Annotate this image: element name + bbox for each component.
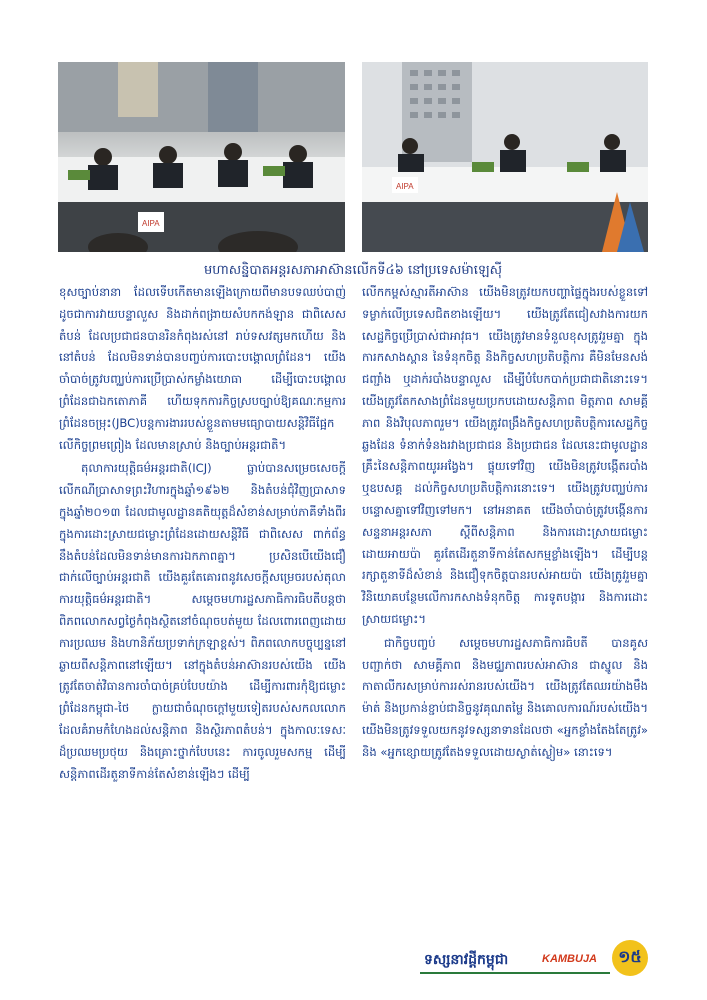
conference-photo-right: [362, 62, 648, 252]
photo-caption: មហាសន្និបាតអន្តរសភាអាស៊ានលើកទី៤៦ នៅប្រទេសម៉ាឡេស៊ី: [203, 263, 503, 278]
article-column-right: [362, 282, 648, 766]
paragraph: លើកកម្ពស់ស្មារតីអាស៊ាន យើងមិនត្រូវយកបញ្ហាផ្ទៃក្នុងរបស់ខ្លួនទៅទម្លាក់លើប្រទេសជិតខាងឡើយ។ យើងត្រូវតែជៀសវាងការយកសេដ្ឋកិច្ចប្រើប្រាស់ជាអាវុធ។ យើងត្រូវមានទំនួលខុសត្រូវរួមគ្នា ក្នុងការកសាងស្ពាន នៃទំនុកចិត្ត និងកិច្ចសហប្រតិបត្តិការ គឺមិនមែនសង់ជញ្ជាំង ឬដាក់របាំងបន្ទាលួស ដើម្បីបំបែកបាក់ប្រជាជាតិនោះទេ។ យើងត្រូវតែកសាងព្រំដែនមួយប្រកបដោយសន្តិភាព មិត្តភាព សាមគ្គីភាព និងវិបុលភាពរួម។ យើងត្រូវពង្រឹងកិច្ចសហប្រតិបត្តិការសេដ្ឋកិច្ចឆ្លងដែន ទំនាក់ទំនងរវាងប្រជាជន និងប្រជាជន ដែលនេះជាមូលដ្ឋានគ្រឹះនៃសន្តិភាពយូរអង្វែង។ ផ្ទុយទៅវិញ យើងមិនត្រូវបង្កើតរបាំង ឬឧបសគ្គ ដល់កិច្ចសហប្រតិបត្តិការនោះទេ។ យើងត្រូវបញ្ឈប់ការបន្ទោសគ្នាទៅវិញទៅមក។ នៅអនាគត យើងចាំបាច់ត្រូវបង្កើនការសន្ទនាអន្តរសភា ស្តីពីសន្តិភាព និងការដោះស្រាយជម្លោះ ដោយអាយប៉ា គួរតែដើរតួនាទីកាន់តែសកម្មខ្លាំងឡើង។ ដើម្បីបន្តរក្សាតួនាទីដ៏សំខាន់ និងជឿទុកចិត្តបានរបស់អាយប៉ា យើងត្រូវរួមគ្នាវិនិយោគបន្ថែមលើការកសាងទំនុកចិត្ត ការទូតបង្ការ និងការដោះស្រាយជម្លោះ។: [362, 285, 648, 626]
article-column-left: [59, 282, 346, 787]
page-number-badge: [612, 940, 648, 976]
conference-photo-left: [58, 62, 345, 252]
magazine-title: ទស្សនាវដ្តីកម្ពុជា: [424, 952, 509, 968]
sign-text-right: AIPA: [396, 182, 414, 191]
magazine-brand: KAMBUJA: [542, 953, 597, 965]
paragraph: ជាកិច្ចបញ្ចប់ សម្តេចមហារដ្ឋសភាធិការធិបតី បានគូសបញ្ជាក់ថា សាមគ្គីភាព និងមជ្ឈភាពរបស់អាស៊ាន ជាស្នូល និងកាតាលីករសម្រាប់ការរស់រានរបស់យើង។ យើងត្រូវតែឈរយ៉ាងមឹងម៉ាត់ និងប្រកាន់ខ្ជាប់ជានិច្ចនូវគុណតម្លៃ និងគោលការណ៍របស់យើង។ យើងមិនត្រូវទទួលយកនូវទស្សនាទានដែលថា «អ្នកខ្លាំងតែងតែត្រូវ» និង «អ្នកខ្សោយត្រូវតែងទទួលដោយស្ងាត់ស្ងៀម» នោះទេ។: [362, 635, 648, 759]
paragraph: តុលាការយុត្តិធម៌អន្តរជាតិ(ICJ) ធ្លាប់បានសម្រេចសេចក្តីលើកណីប្រាសាទព្រះវិហារក្នុងឆ្នាំ១៩៦២ និងតំបន់ជុំវិញប្រាសាទ ក្នុងឆ្នាំ២០១៣ ដែលជាមូលដ្ឋានគតិយុត្តដ៏សំខាន់សម្រាប់ភាគីទាំងពីរក្នុងការដោះស្រាយជម្លោះព្រំដែនដោយសន្តិវិធី ជាពិសេស ពាក់ព័ន្ធនឹងតំបន់ដែលមិនទាន់មានការឯកភាពគ្នា។ ប្រសិនបើយើងជឿជាក់លើច្បាប់អន្តរជាតិ យើងគួរតែគោរពនូវសេចក្តីសម្រេចរបស់តុលាការយុត្តិធម៌អន្តរជាតិ។ សម្តេចមហារដ្ឋសភាធិការធិបតីបន្តថា ពិភពលោកសព្វថ្ងៃកំពុងស្ថិតនៅចំណុចបត់មួយ ដែលពោរពេញដោយការប្រឈម និងហានិភ័យប្រទាក់ក្រឡាខ្ពស់។ ពិភពលោកបច្ចុប្បន្ននៅឆ្ងាយពីសន្តិភាពនៅឡើយ។ នៅក្នុងតំបន់អាស៊ានរបស់យើង យើងត្រូវតែចាត់វិធានការចាំបាច់គ្រប់បែបយ៉ាង ដើម្បីការពារកុំឱ្យជម្លោះព្រំដែនកម្ពុជា-ថៃ ក្លាយជាចំណុចក្តៅមួយទៀតរបស់សកលលោក ដែលគំរាមកំហែងដល់សន្តិភាព និងស្ថិរភាពតំបន់។ ក្នុងកាលៈទេសៈដ៏ប្រឈមប្រថុយ និងគ្រោះថ្នាក់បែបនេះ ការចូលរួមសកម្ម ដើម្បីសន្តិភាពដើរតួនាទីកាន់តែសំខាន់ឡើងៗ ដើម្បី: [59, 461, 346, 781]
conference-scene-left: [58, 62, 345, 252]
conference-scene-right: [362, 62, 648, 252]
paragraph: ខុសច្បាប់នានា ដែលទើបកើតមានឡើងក្រោយពីមានបទឈប់បាញ់ ដូចជាការវាយបន្ទាលួស និងដាក់ពង្រាយសំបកកង់ឡាន ជាពិសេសតំបន់ ដែលប្រជាជនបានរិនកំពុងរស់នៅ រាប់ទសវត្សមកហើយ និងនៅតំបន់ ដែលមិនទាន់បានបញ្ចប់ការបោះបង្គោលព្រំដែន។ យើងចាំបាច់ត្រូវបញ្ឈប់ការប្រើប្រាស់កម្លាំងយោធា ដើម្បីបោះបង្គោលព្រំដែនជាឯកតោភាគី ហើយ​ទុកការកិច្ចស្របច្បាប់ឱ្យគណៈកម្មការព្រំដែនចម្រុះ(JBC)បន្តការងាររបស់ខ្លួនតាមមធ្យោបាយសន្តិវិធីផ្អែកលើកិច្ចព្រមព្រៀង ដែលមានស្រាប់ និងច្បាប់អន្តរជាតិ។: [59, 285, 346, 452]
page-number: ១៥: [618, 947, 642, 966]
sign-text-left: AIPA: [142, 219, 160, 228]
footer-rule: [420, 972, 610, 974]
